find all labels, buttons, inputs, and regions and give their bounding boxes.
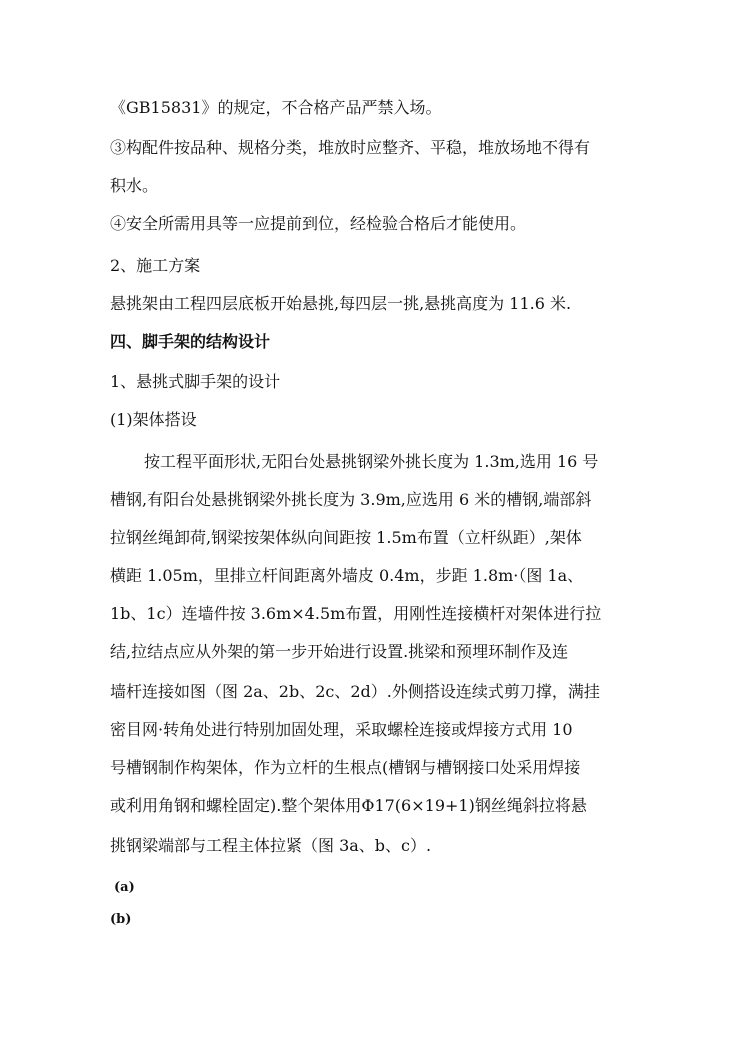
text-line: 积水。 [110,176,159,195]
paragraph-line: 墙杆连接如图（图 2a、2b、2c、2d）.外侧搭设连续式剪刀撑，满挂 [110,682,600,701]
paragraph-line: 挑钢梁端部与工程主体拉紧（图 3a、b、c）. [110,836,432,855]
paragraph-line: 结,拉结点应从外架的第一步开始进行设置.挑梁和预埋环制作及连 [110,642,569,661]
paragraph-line: 1b、1c）连墙件按 3.6m×4.5m布置，用刚性连接横杆对架体进行拉 [110,604,602,623]
figure-label: (b) [110,912,132,927]
text-line: 《GB15831》的规定，不合格产品严禁入场。 [110,98,442,117]
text-line: ③构配件按品种、规格分类，堆放时应整齐、平稳，堆放场地不得有 [110,138,591,157]
paragraph-line: 按工程平面形状,无阳台处悬挑钢梁外挑长度为 1.3m,选用 16 号 [144,452,599,471]
figure-label: (a) [114,880,135,895]
chapter-heading: 四、脚手架的结构设计 [110,332,271,351]
text-line: 悬挑架由工程四层底板开始悬挑,每四层一挑,悬挑高度为 11.6 米. [110,294,572,313]
section-heading: 2、施工方案 [110,256,201,275]
paragraph-line: 横距 1.05m，里排立杆间距离外墙皮 0.4m，步距 1.8m·（图 1a、 [110,566,584,585]
paragraph-line: 号槽钢制作构架体，作为立杆的生根点(槽钢与槽钢接口处采用焊接 [110,758,581,777]
paragraph-line: 拉钢丝绳卸荷,钢梁按架体纵向间距按 1.5m布置（立杆纵距）,架体 [110,528,582,547]
subsection-heading: 1、悬挑式脚手架的设计 [110,372,281,391]
subsection-heading: (1)架体搭设 [110,410,197,429]
paragraph-line: 槽钢,有阳台处悬挑钢梁外挑长度为 3.9m,应选用 6 米的槽钢,端部斜 [110,490,592,509]
text-line: ④安全所需用具等一应提前到位，经检验合格后才能使用。 [110,214,527,233]
paragraph-line: 密目网·转角处进行特别加固处理，采取螺栓连接或焊接方式用 10 [110,720,573,739]
paragraph-line: 或利用角钢和螺栓固定).整个架体用Φ17(6×19+1)钢丝绳斜拉将悬 [110,796,587,815]
